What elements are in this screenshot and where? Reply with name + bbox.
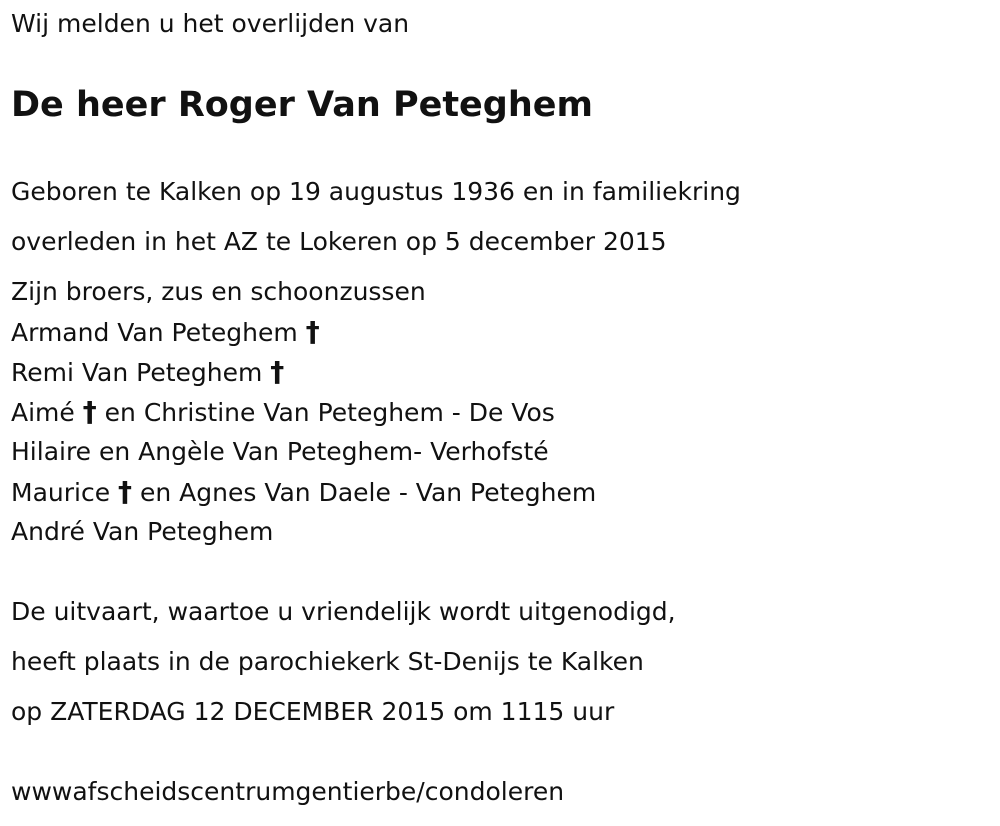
death-line: overleden in het AZ te Lokeren op 5 december 2015 bbox=[11, 227, 667, 256]
family-member bbox=[11, 437, 549, 467]
cross-icon: † bbox=[82, 395, 97, 428]
funeral-line-2: heeft plaats in de parochiekerk St-Denijs te Kalken bbox=[11, 647, 644, 676]
deceased-name: De heer Roger Van Peteghem bbox=[11, 85, 593, 125]
family-member-name: Armand Van Peteghem bbox=[11, 318, 306, 347]
family-heading: Zijn broers, zus en schoonzussen bbox=[11, 277, 426, 306]
funeral-line-1: De uitvaart, waartoe u vriendelijk wordt uitgenodigd, bbox=[11, 597, 676, 626]
cross-icon: † bbox=[305, 315, 320, 348]
family-member-name: Hilaire en Angèle Van Peteghem- Verhofsté bbox=[11, 437, 549, 466]
family-member bbox=[11, 517, 273, 547]
funeral-line-3: op ZATERDAG 12 DECEMBER 2015 om 1115 uur bbox=[11, 697, 615, 726]
family-member bbox=[11, 477, 596, 508]
family-member-rest: en Agnes Van Daele - Van Peteghem bbox=[132, 478, 597, 507]
family-member-rest: en Christine Van Peteghem - De Vos bbox=[96, 398, 555, 427]
condolence-link[interactable]: wwwafscheidscentrumgentierbe/condoleren bbox=[11, 777, 565, 806]
family-member-name: Maurice bbox=[11, 478, 119, 507]
intro-text: Wij melden u het overlijden van bbox=[11, 9, 410, 38]
birth-line: Geboren te Kalken op 19 augustus 1936 en in familiekring bbox=[11, 177, 741, 206]
family-member-name: André Van Peteghem bbox=[11, 517, 274, 546]
family-member bbox=[11, 357, 284, 388]
cross-icon: † bbox=[270, 355, 285, 388]
family-member-name: Aimé bbox=[11, 398, 83, 427]
cross-icon: † bbox=[118, 475, 133, 508]
family-member-name: Remi Van Peteghem bbox=[11, 358, 271, 387]
family-member bbox=[11, 397, 555, 428]
family-member bbox=[11, 317, 320, 348]
